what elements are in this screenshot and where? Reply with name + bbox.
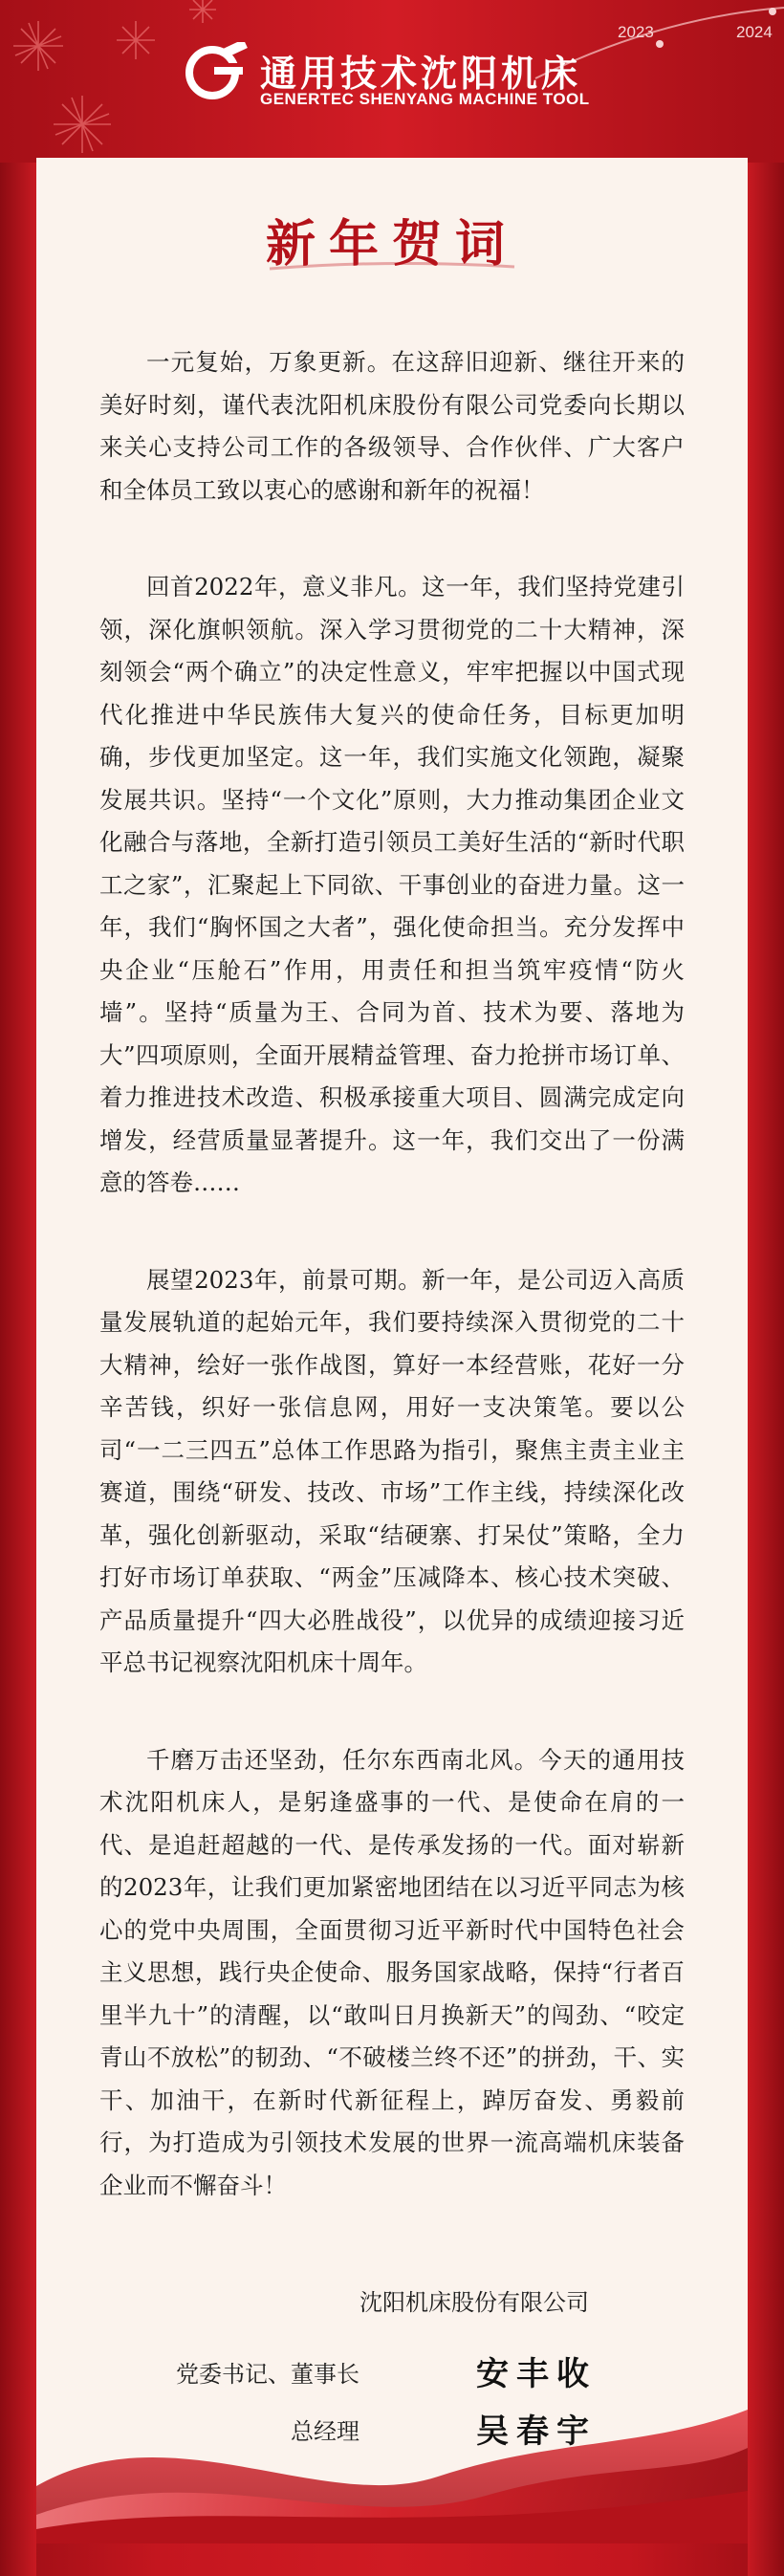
title-underline-decoration	[266, 257, 518, 276]
brand-name-en: GENERTEC SHENYANG MACHINE TOOL	[260, 90, 590, 108]
signature-title-gm: 总经理	[291, 2418, 359, 2445]
brand-name-cn: 通用技术沈阳机床	[260, 53, 582, 95]
letter-body	[99, 341, 685, 2261]
year-label-2023: 2023	[618, 23, 654, 41]
signature-name-gm: 吴春宇	[476, 2412, 597, 2451]
letter-title: 新年贺词	[265, 215, 518, 273]
signature-title-chairman: 党委书记、董事长	[176, 2361, 359, 2388]
year-label-2024: 2024	[736, 23, 773, 41]
signature-org: 沈阳机床股份有限公司	[359, 2289, 589, 2316]
right-frame	[748, 0, 784, 2576]
paragraph-outlook-2023: 展望2023年，前景可期。新一年，是公司迈入高质量发展轨道的起始元年，我们要持续深入贯彻党的二十大精神，绘好一张作战图，算好一本经营账，花好一分辛苦钱，织好一张信息网，用好一支决策笔。要以公司“一二三四五”总体工作思路为指引，聚焦主责主业主赛道，围绕“研发、技改、市场”工作主线，持续深化改革，强化创新驱动，采取“结硬寨、打呆仗”策略，全力打好市场订单获取、“两金”压减降本、核心技术突破、产品质量提升“四大必胜战役”，以优异的成绩迎接习近平总书记视察沈阳机床十周年。	[99, 1265, 685, 1676]
left-frame	[0, 0, 36, 2576]
paragraph-review-2022: 回首2022年，意义非凡。这一年，我们坚持党建引领，深化旗帜领航。深入学习贯彻党的二十大精神，深刻领会“两个确立”的决定性意义，牢牢把握以中国式现代化推进中华民族伟大复兴的使命任务，目标更加明确，步伐更加坚定。这一年，我们实施文化领跑，凝聚发展共识。坚持“一个文化”原则，大力推动集团企业文化融合与落地，全新打造引领员工美好生活的“新时代职工之家”，汇聚起上下同欲、干事创业的奋进力量。这一年，我们“胸怀国之大者”，强化使命担当。充分发挥中央企业“压舱石”作用，用责任和担当筑牢疫情“防火墙”。坚持“质量为王、合同为首、技术为要、落地为大”四项原则，全面开展精益管理、奋力抢拼市场订单、着力推进技术改造、积极承接重大项目、圆满完成定向增发，经营质量显著提升。这一年，我们交出了一份满意的答卷……	[99, 573, 685, 1196]
paragraph-greeting: 一元复始，万象更新。在这辞旧迎新、继往开来的美好时刻，谨代表沈阳机床股份有限公司党委向长期以来关心支持公司工作的各级领导、合作伙伴、广大客户和全体员工致以衷心的感谢和新年的祝福！	[99, 348, 685, 504]
letter-paper	[36, 158, 748, 2543]
signature-name-chairman: 安丰收	[476, 2355, 597, 2393]
paragraph-closing: 千磨万击还坚劲，任尔东西南北风。今天的通用技术沈阳机床人，是躬逢盛事的一代、是使命在肩的一代、是追赶超越的一代、是传承发扬的一代。面对崭新的2023年，让我们更加紧密地团结在以习近平同志为核心的党中央周围，全面贯彻习近平新时代中国特色社会主义思想，践行央企使命、服务国家战略，保持“行者百里半九十”的清醒，以“敢叫日月换新天”的闯劲、“咬定青山不放松”的韧劲、“不破楼兰终不还”的拼劲，干、实干、加油干，在新时代新征程上，踔厉奋发、勇毅前行，为打造成为引领技术发展的世界一流高端机床装备企业而不懈奋斗！	[99, 1745, 685, 2199]
genertec-logo-icon	[182, 42, 249, 99]
bottom-ribbon-decoration	[36, 2371, 748, 2543]
